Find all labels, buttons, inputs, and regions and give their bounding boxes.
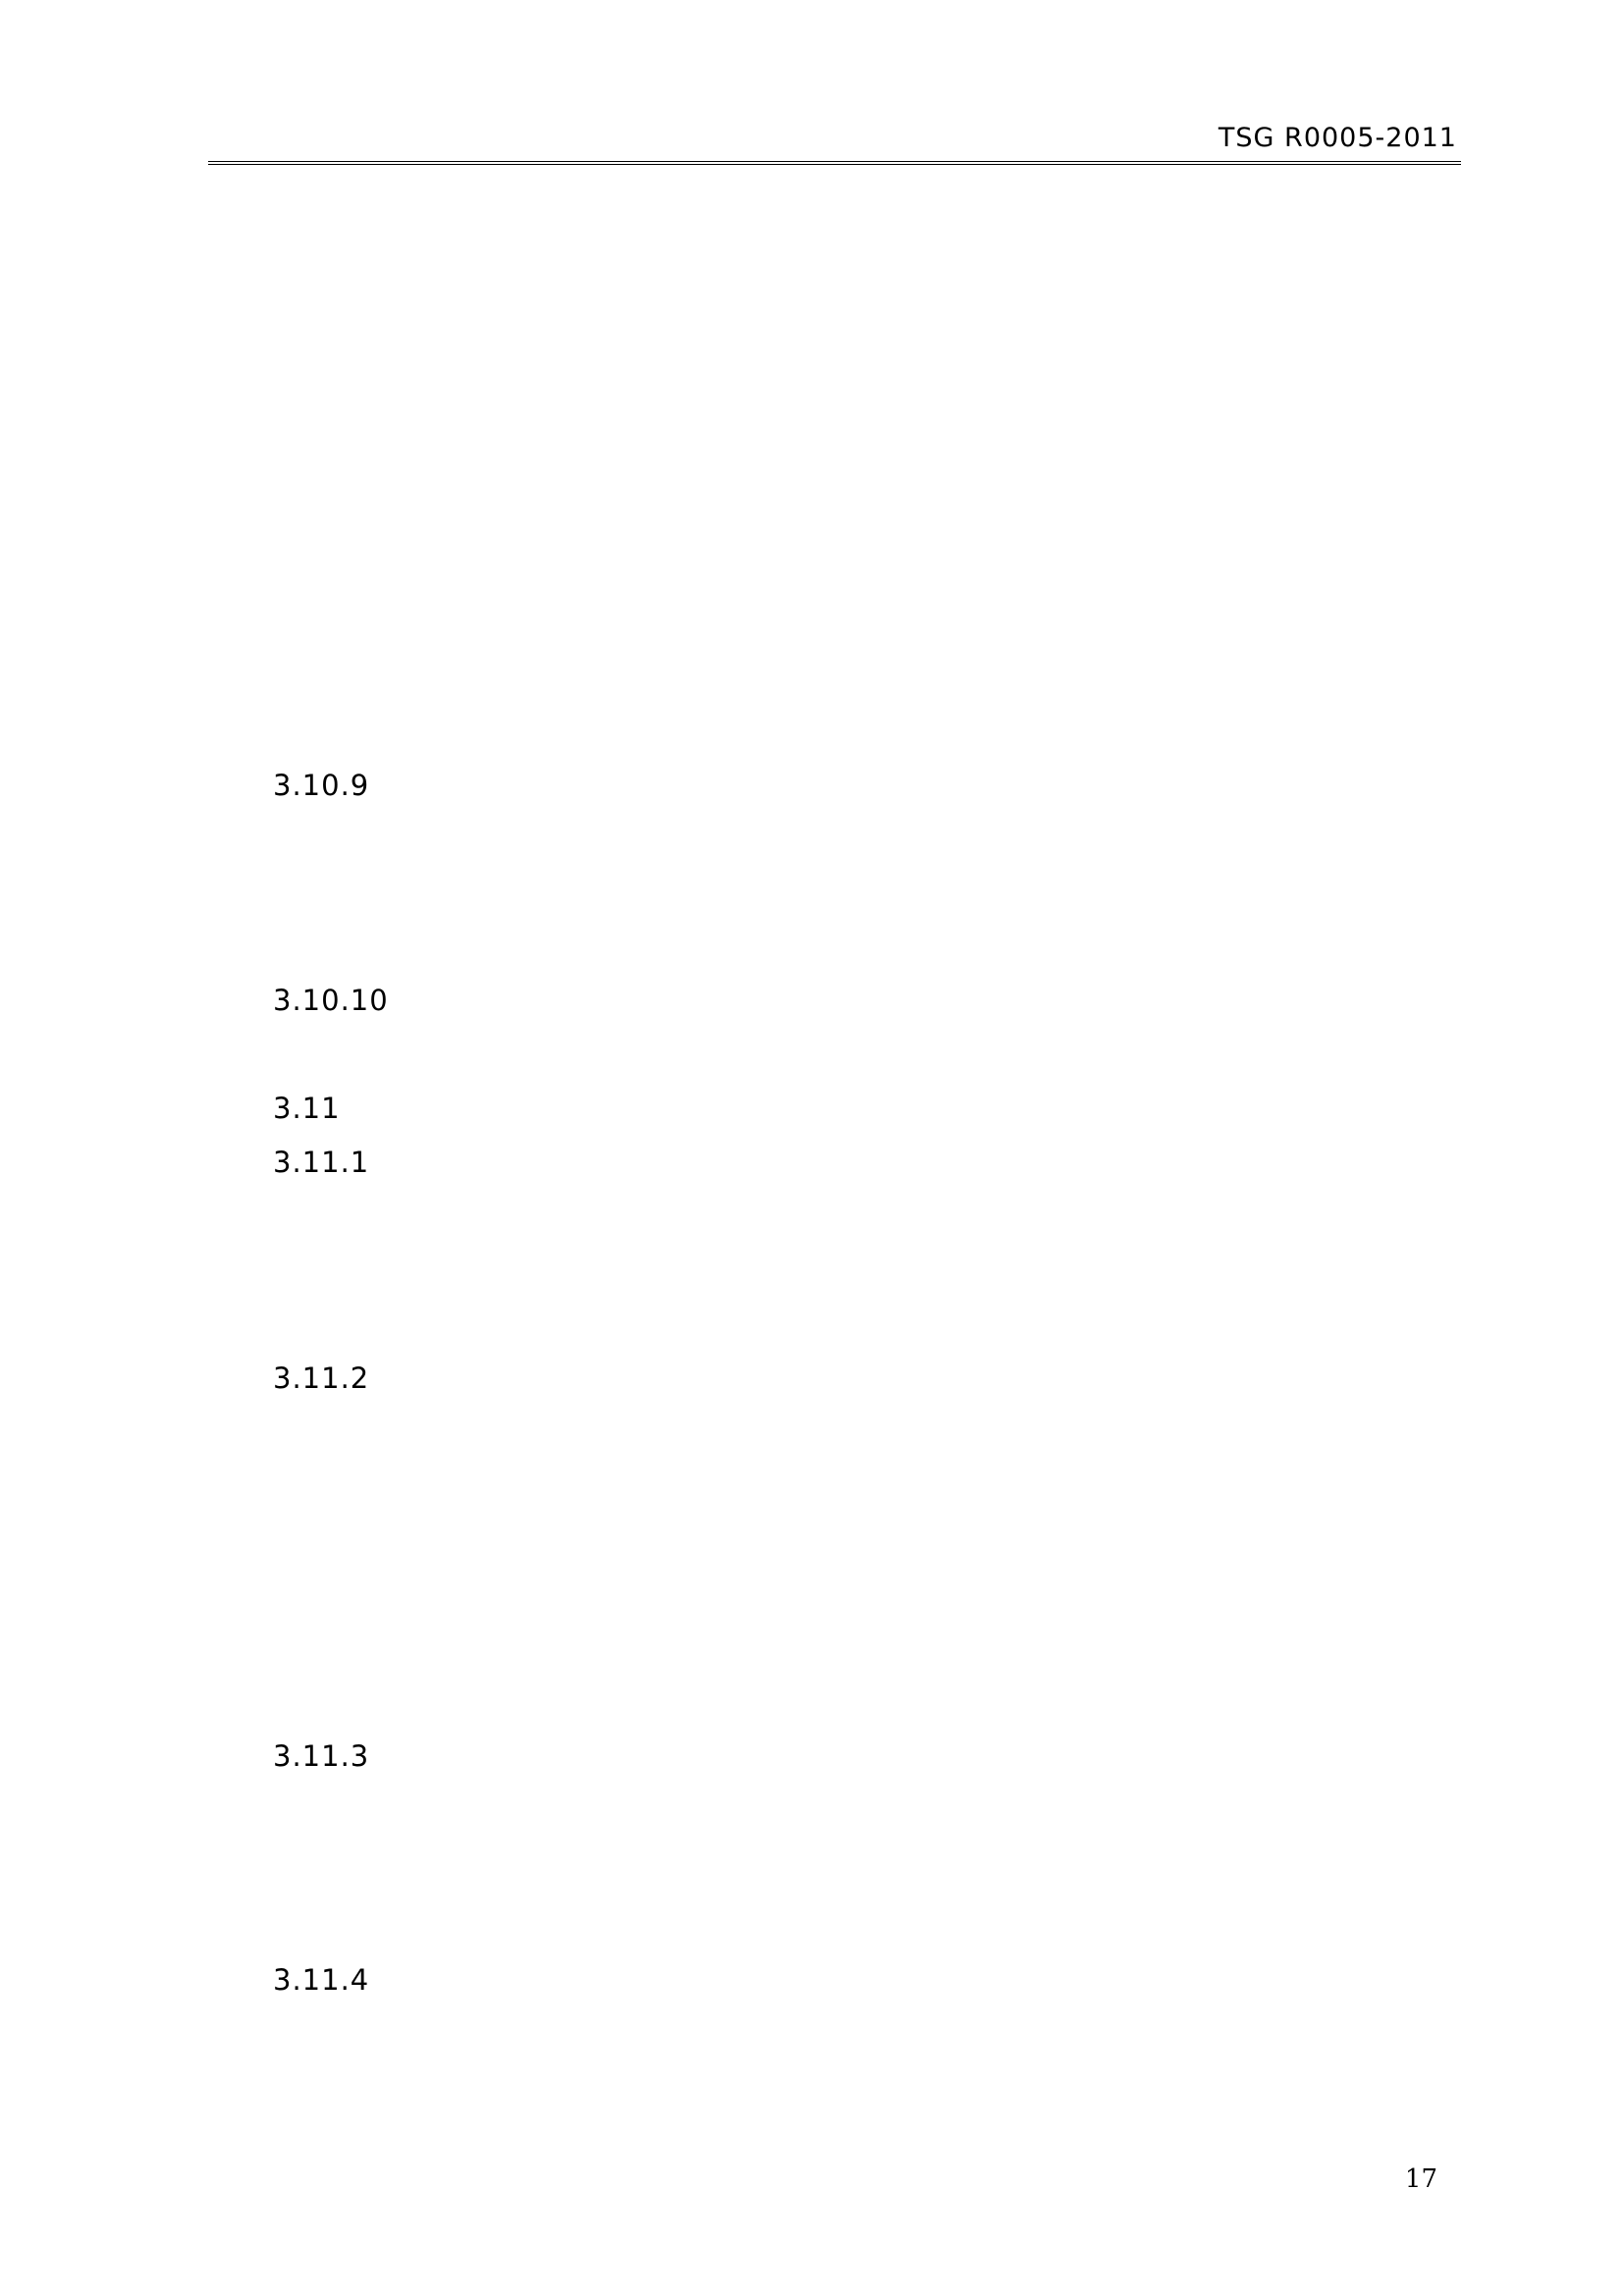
section-number-3-11-4: 3.11.4 bbox=[273, 1963, 370, 1997]
section-number-3-10-10: 3.10.10 bbox=[273, 984, 389, 1017]
section-number-3-11: 3.11 bbox=[273, 1092, 341, 1125]
section-number-3-11-3: 3.11.3 bbox=[273, 1739, 370, 1773]
page-number: 17 bbox=[1404, 2164, 1437, 2194]
section-number-3-10-9: 3.10.9 bbox=[273, 769, 370, 802]
document-code: TSG R0005-2011 bbox=[1218, 123, 1457, 153]
section-number-3-11-1: 3.11.1 bbox=[273, 1146, 370, 1179]
section-headings bbox=[273, 0, 666, 2296]
section-number-3-11-2: 3.11.2 bbox=[273, 1362, 370, 1395]
